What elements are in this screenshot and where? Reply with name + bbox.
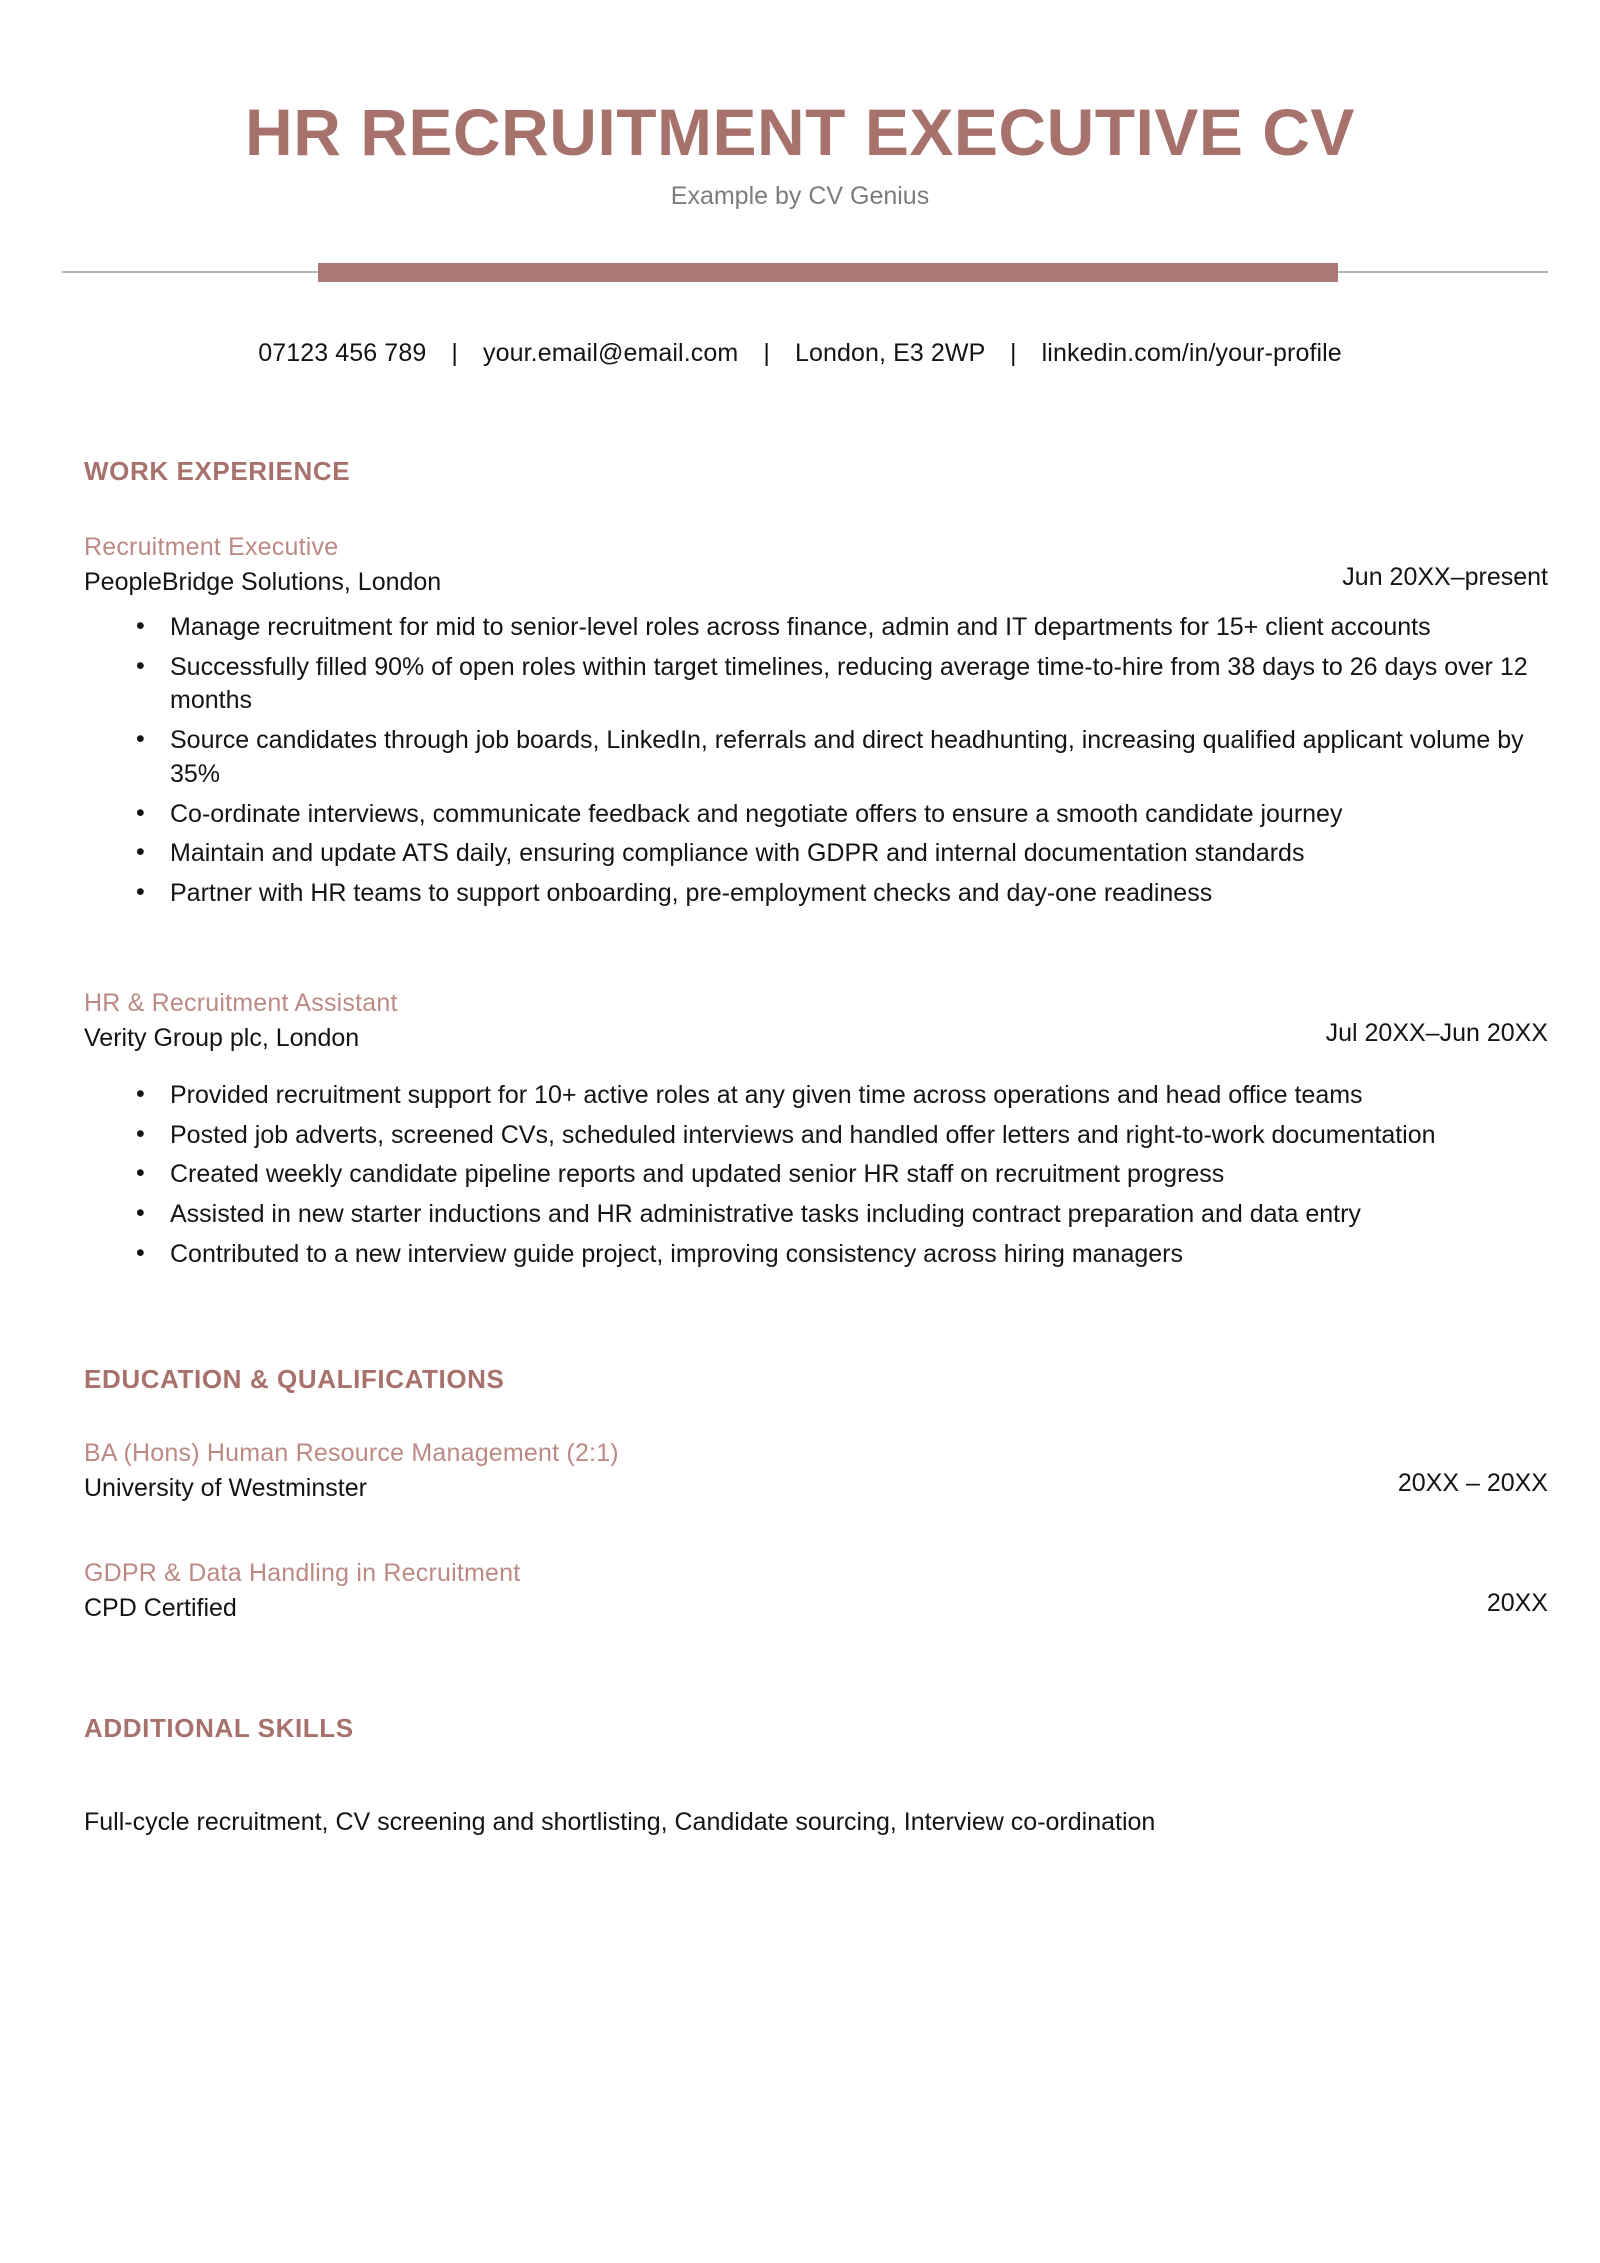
work-entry: [84, 989, 1548, 1272]
job-employer: Verity Group plc, London: [84, 1023, 360, 1052]
contact-separator: |: [763, 338, 770, 367]
contact-separator: |: [1010, 338, 1017, 367]
list-item: • Assisted in new starter inductions and HR administrative tasks including contract preparation and data entry: [84, 1198, 1548, 1232]
education-entry-header: [84, 1559, 1548, 1623]
section-additional-skills: [84, 1713, 1548, 1840]
work-entry-header: [84, 533, 1548, 597]
divider-accent-bar: [318, 263, 1338, 282]
list-item: • Partner with HR teams to support onboarding, pre-employment checks and day-one readiness: [84, 877, 1548, 911]
cv-body: [0, 456, 1600, 1840]
list-item: • Maintain and update ATS daily, ensuring compliance with GDPR and internal documentation standards: [84, 837, 1548, 871]
education-entry: [84, 1439, 1548, 1503]
job-employer: PeopleBridge Solutions, London: [84, 567, 442, 596]
contact-email[interactable]: your.email@email.com: [483, 338, 739, 367]
education-entry: [84, 1559, 1548, 1623]
section-education: [84, 1364, 1548, 1623]
work-entry-header: [84, 989, 1548, 1053]
certification-date: 20XX: [1486, 1588, 1548, 1617]
header-divider: [0, 253, 1600, 293]
page-subtitle: Example by CV Genius: [670, 181, 930, 210]
list-item: • Successfully filled 90% of open roles within target timelines, reducing average time-to-hire from 38 days to 26 days over 12 months: [84, 651, 1548, 719]
job-bullet-list: [84, 1079, 1548, 1272]
job-title: HR & Recruitment Assistant: [84, 988, 398, 1017]
institution-name: University of Westminster: [84, 1473, 367, 1502]
contact-linkedin[interactable]: linkedin.com/in/your-profile: [1041, 338, 1342, 367]
cv-header: [0, 0, 1600, 211]
section-work-experience: [84, 456, 1548, 1272]
job-date-range: Jul 20XX–Jun 20XX: [1325, 1018, 1548, 1047]
contact-line: [0, 339, 1600, 368]
section-heading-education: EDUCATION & QUALIFICATIONS: [84, 1363, 505, 1394]
section-heading-skills: ADDITIONAL SKILLS: [84, 1712, 354, 1743]
contact-separator: |: [451, 338, 458, 367]
education-date-range: 20XX – 20XX: [1397, 1468, 1548, 1497]
section-heading-work: WORK EXPERIENCE: [84, 455, 351, 486]
work-entry: [84, 533, 1548, 911]
list-item: • Manage recruitment for mid to senior-level roles across finance, admin and IT departments for 15+ client accounts: [84, 611, 1548, 645]
certification-issuer: CPD Certified: [84, 1593, 237, 1622]
job-title: Recruitment Executive: [84, 532, 339, 561]
degree-title: BA (Hons) Human Resource Management (2:1): [84, 1438, 619, 1467]
list-item: • Source candidates through job boards, LinkedIn, referrals and direct headhunting, increasing qualified applicant volume by 35%: [84, 724, 1548, 792]
contact-phone: 07123 456 789: [258, 338, 427, 367]
education-entry-header: [84, 1439, 1548, 1503]
list-item: • Co-ordinate interviews, communicate feedback and negotiate offers to ensure a smooth candidate journey: [84, 798, 1548, 832]
list-item: • Provided recruitment support for 10+ active roles at any given time across operations and head office teams: [84, 1079, 1548, 1113]
certification-title: GDPR & Data Handling in Recruitment: [84, 1558, 521, 1587]
job-date-range: Jun 20XX–present: [1342, 562, 1548, 591]
list-item: • Contributed to a new interview guide project, improving consistency across hiring managers: [84, 1238, 1548, 1272]
list-item: • Posted job adverts, screened CVs, scheduled interviews and handled offer letters and right-to-work documentation: [84, 1119, 1548, 1153]
page-title: HR RECRUITMENT EXECUTIVE CV: [245, 95, 1355, 169]
job-bullet-list: [84, 611, 1548, 911]
list-item: • Created weekly candidate pipeline reports and updated senior HR staff on recruitment progress: [84, 1158, 1548, 1192]
skills-text: Full-cycle recruitment, CV screening and shortlisting, Candidate sourcing, Interview co-ordination: [84, 1807, 1156, 1836]
contact-location: London, E3 2WP: [794, 338, 985, 367]
